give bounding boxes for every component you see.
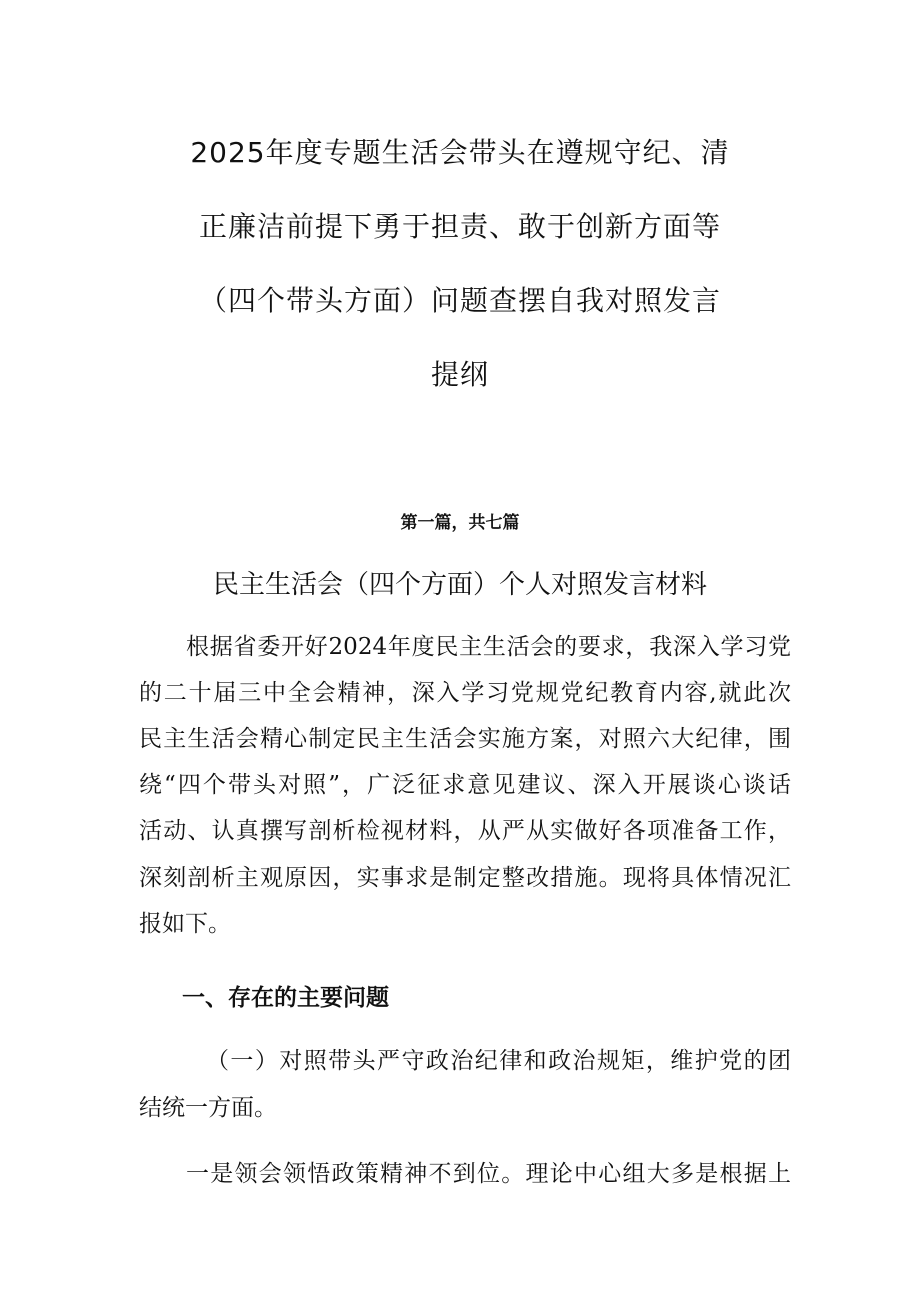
point-paragraph-line: 一是领会领悟政策精神不到位。理论中心组大多是根据上 [186,1161,791,1187]
intro-paragraph-line: 深刻剖析主观原因，实事求是制定整改措施。现将具体情况汇 [139,865,791,891]
section-subtitle: 民主生活会（四个方面）个人对照发言材料 [212,570,707,600]
intro-paragraph-line: 的二十届三中全会精神，深入学习党规党纪教育内容,就此次 [139,680,791,706]
intro-paragraph-line: 民主生活会精心制定民主生活会实施方案，对照六大纪律，围 [139,726,791,752]
document-title-line-2: 正廉洁前提下勇于担责、敢于创新方面等 [198,210,721,243]
intro-paragraph-line: 报如下。 [139,911,231,937]
intro-paragraph-line: 活动、认真撰写剖析检视材料，从严从实做好各项准备工作， [139,818,791,844]
subsection-heading-line: 结统一方面。 [139,1095,277,1121]
section-heading: 一、存在的主要问题 [182,984,389,1011]
intro-paragraph-line: 绕“四个带头对照”，广泛征求意见建议、深入开展谈心谈话 [139,772,791,798]
part-label: 第一篇，共七篇 [400,513,520,533]
intro-paragraph-line: 根据省委开好2024年度民主生活会的要求，我深入学习党 [186,634,791,660]
document-title-line-4: 提纲 [430,358,489,391]
subsection-heading-line: （一）对照带头严守政治纪律和政治规矩，维护党的团 [206,1048,791,1074]
document-title-line-3: （四个带头方面）问题查摆自我对照发言 [198,284,721,317]
document-title-line-1: 2025年度专题生活会带头在遵规守纪、清 [190,136,730,169]
